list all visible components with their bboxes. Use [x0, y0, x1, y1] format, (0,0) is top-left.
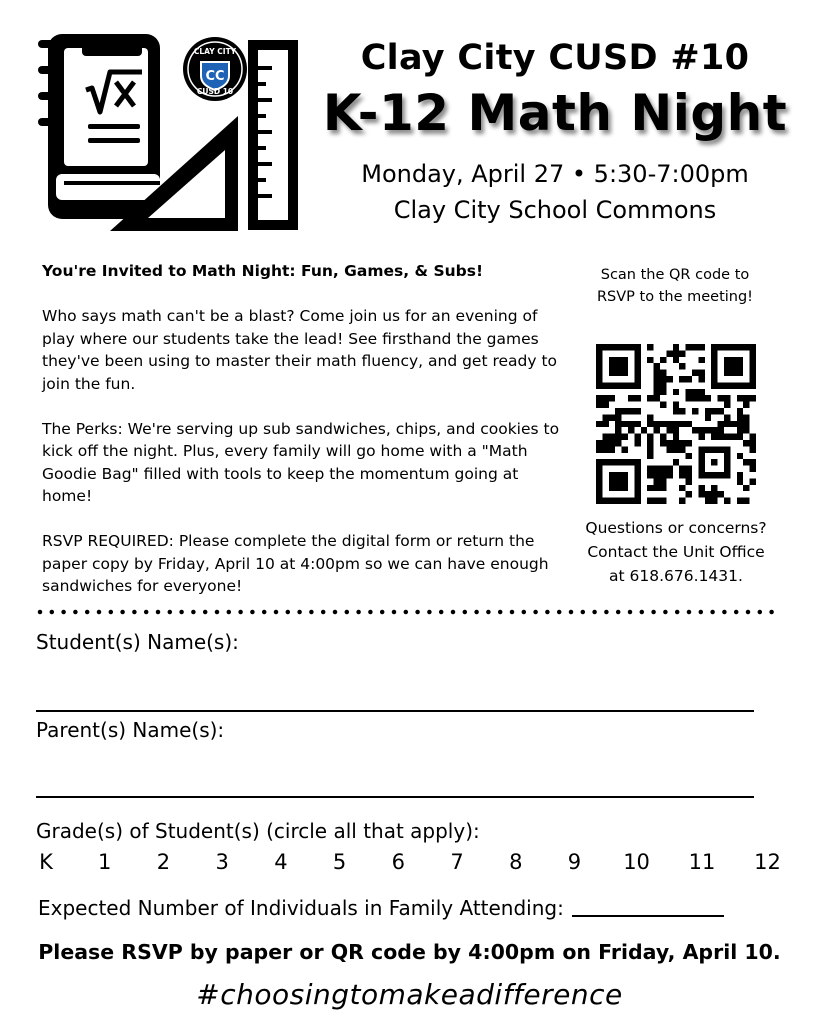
contact-line-office: Contact the Unit Office: [587, 543, 765, 561]
grade-option[interactable]: 7: [450, 850, 464, 874]
contact-line-questions: Questions or concerns?: [585, 519, 767, 537]
event-title: K-12 Math Night: [322, 84, 788, 142]
event-location: Clay City School Commons: [393, 196, 717, 224]
attendance-count-field: [38, 896, 724, 920]
attendance-count-label: Expected Number of Individuals in Family Attending:: [38, 896, 564, 920]
grade-option[interactable]: 5: [332, 850, 347, 874]
grade-option[interactable]: 11: [688, 850, 716, 874]
rsvp-deadline: Please RSVP by paper or QR code by 4:00pm on Friday, April 10.: [38, 940, 781, 964]
org-title: Clay City CUSD #10: [360, 38, 750, 78]
school-seal-icon: [183, 37, 247, 101]
grade-option[interactable]: 10: [623, 850, 650, 874]
parent-names-label: Parent(s) Name(s):: [36, 718, 225, 742]
grade-option[interactable]: 6: [391, 850, 405, 874]
grades-label: Grade(s) of Student(s) (circle all that apply):: [36, 819, 480, 843]
contact-line-phone: at 618.676.1431.: [609, 567, 743, 585]
logo-top-text: CLAY CITY: [193, 47, 237, 56]
hashtag: #choosingtomakeadifference: [196, 978, 623, 1011]
invitation-paragraph-about: Who says math can't be a blast? Come join us for an evening of play where our students take the lead! See firsthand the games they've been using to master their math fluency, and get ready to join the fun.: [42, 307, 558, 393]
invitation-paragraph-rsvp: RSVP REQUIRED: Please complete the digital form or return the paper copy by Friday, April 10 at 4:00pm so we can have enough sandwiches for everyone!: [42, 532, 549, 595]
logo-bottom-text: CUSD 10: [196, 87, 234, 96]
grade-option[interactable]: 1: [98, 850, 112, 874]
attendance-count-line[interactable]: [572, 897, 724, 917]
invitation-body: [42, 260, 572, 598]
ruler-icon: [248, 40, 298, 230]
dotted-divider: [36, 606, 776, 618]
grade-options: [36, 850, 781, 880]
grade-option[interactable]: 2: [156, 850, 171, 874]
grade-option[interactable]: K: [39, 850, 53, 874]
student-names-line[interactable]: [36, 710, 754, 712]
math-supplies-illustration: [30, 26, 305, 236]
logo-letters: CC: [205, 69, 225, 84]
student-names-label: Student(s) Name(s):: [36, 630, 239, 654]
contact-info: [566, 516, 786, 588]
grade-option[interactable]: 4: [274, 850, 288, 874]
grade-option[interactable]: 12: [754, 850, 781, 874]
event-date-time: Monday, April 27 • 5:30-7:00pm: [361, 160, 749, 188]
qr-caption: Scan the QR code to RSVP to the meeting!: [596, 267, 753, 305]
qr-code-icon[interactable]: [596, 344, 756, 504]
grade-option[interactable]: 3: [215, 850, 229, 874]
invitation-heading: You're Invited to Math Night: Fun, Games, & Subs!: [42, 262, 484, 280]
grade-option[interactable]: 9: [567, 850, 582, 874]
parent-names-line[interactable]: [36, 796, 754, 798]
grade-option[interactable]: 8: [509, 850, 523, 874]
invitation-paragraph-perks: The Perks: We're serving up sub sandwiches, chips, and cookies to kick off the night. Plus, every family will go home with a "Math Goodie Bag" filled with tools to keep the momentum going at home!: [42, 419, 560, 505]
